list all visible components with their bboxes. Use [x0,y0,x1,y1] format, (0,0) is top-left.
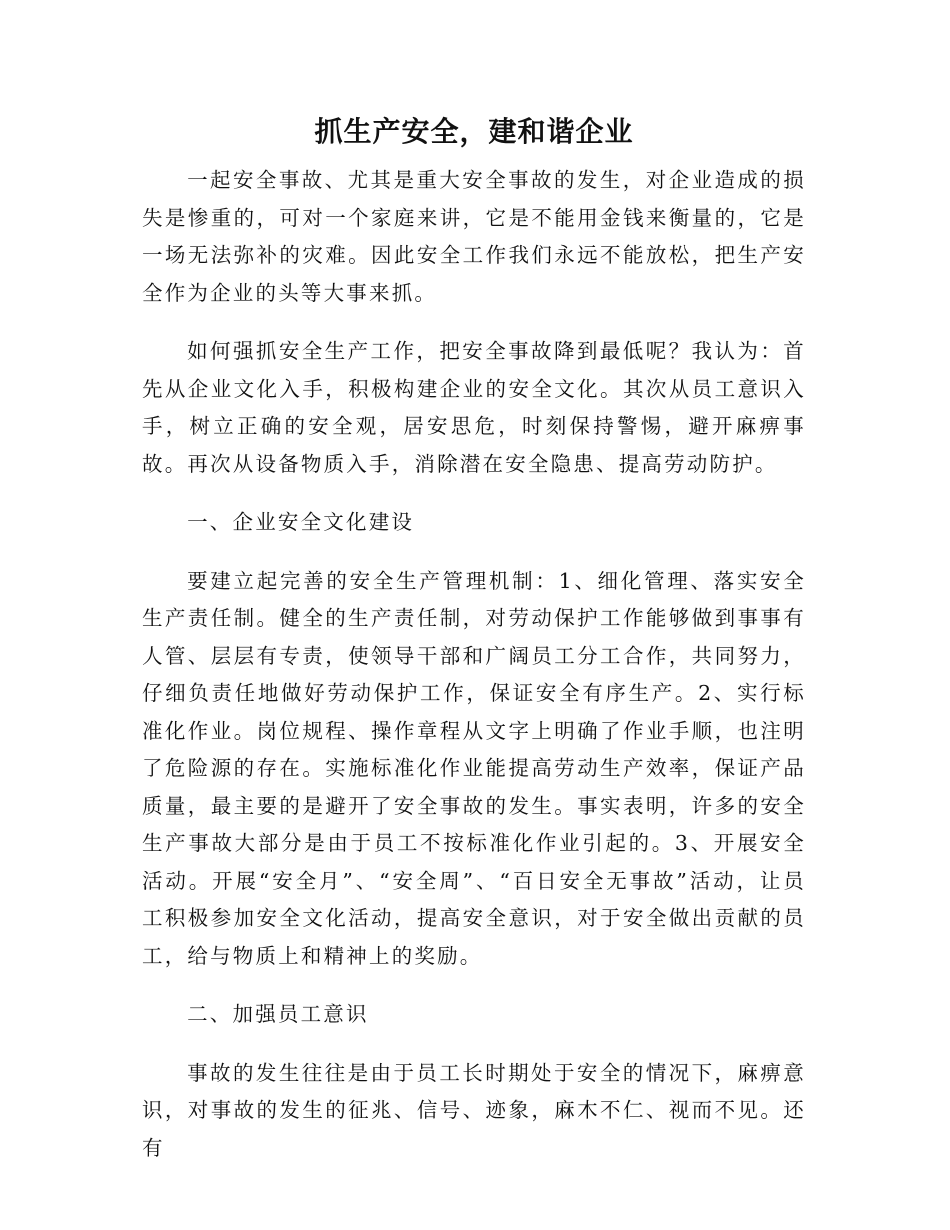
section-heading-employee-awareness: 二、加强员工意识 [187,1002,369,1026]
paragraph-safety-culture: 要建立起完善的安全生产管理机制：1、细化管理、落实安全生产责任制。健全的生产责任制，对劳动保护工作能够做到事事有人管、层层有专责，使领导干部和广阔员工分工合作，共同努力，仔细负责任地做好劳动保护工作，保证安全有序生产。2、实行标准化作业。岗位规程、操作章程从文字上明确了作业手顺，也注明了危险源的存在。实施标准化作业能提高劳动生产效率，保证产品质量，最主要的是避开了安全事故的发生。事实表明，许多的安全生产事故大部分是由于员工不按标准化作业引起的。3、开展安全活动。开展“安全月”、“安全周”、“百日安全无事故”活动，让员工积极参加安全文化活动，提高安全意识，对于安全做出贡献的员工，给与物质上和精神上的奖励。 [142,568,806,968]
document-body [142,110,806,1188]
section-heading-safety-culture: 一、企业安全文化建设 [187,510,415,534]
document-title: 抓生产安全，建和谐企业 [314,115,634,148]
paragraph-intro: 一起安全事故、尤其是重大安全事故的发生，对企业造成的损失是惨重的，可对一个家庭来讲，它是不能用金钱来衡量的，它是一场无法弥补的灾难。因此安全工作我们永远不能放松，把生产安全作为企业的头等大事来抓。 [142,168,806,305]
paragraph-employee-awareness: 事故的发生往往是由于员工长时期处于安全的情况下，麻痹意识，对事故的发生的征兆、信号、迹象，麻木不仁、视而不见。还有 [142,1060,806,1160]
paragraph-approach: 如何强抓安全生产工作，把安全事故降到最低呢？我认为：首先从企业文化入手，积极构建企业的安全文化。其次从员工意识入手，树立正确的安全观，居安思危，时刻保持警惕，避开麻痹事故。再次从设备物质入手，消除潜在安全隐患、提高劳动防护。 [142,339,806,476]
